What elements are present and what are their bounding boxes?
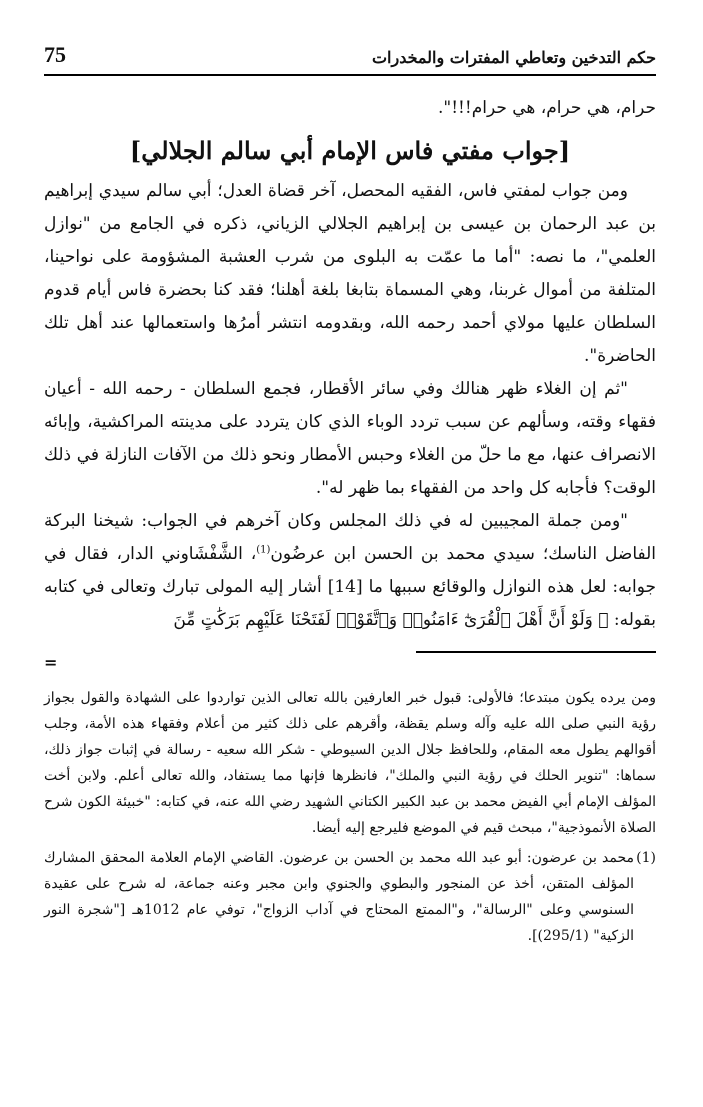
footnote-continuation-mark: = xyxy=(44,653,58,672)
paragraph-3-part-1: "ومن جملة المجيبين له في ذلك المجلس وكان آخرهم في الجواب: شيخنا البركة الفاضل الناسك؛ سيدي محمد بن الحسن ابن عرضُون xyxy=(44,511,656,564)
header-rule xyxy=(44,74,656,76)
footnotes xyxy=(44,685,656,949)
running-header xyxy=(44,40,656,74)
footnote-1-text: محمد بن عرضون: أبو عبد الله محمد بن الحسن بن عرضون. القاضي الإمام العلامة المحقق المشارك المؤلف المتقن، أخذ عن المنجور والبطوي والجنوي وابن مجبر وعنه جماعة، له شرح على عقيدة السنوسي وعلى "الرسالة"، و"الممتع المحتاج في آداب الزواج"، توفي عام 1012هـ ["شجرة النور الزكية" (295/1)]. xyxy=(44,850,634,944)
footnote-reference-1[interactable]: (1) xyxy=(256,544,271,556)
paragraph-3-part-2: ، الشَّفْشَاوني الدار، فقال في جوابه: لعل هذه النوازل والوقائع سببها ما [14] أشار إليه المولى تبارك وتعالى في كتابه بقوله: ﴿ وَلَوْ أَنَّ أَهْلَ ٱلْقُرَىٰٓ ءَامَنُوا۟ وَٱتَّقَوْا۟ لَفَتَحْنَا عَلَيْهِم بَرَكَٰتٍ مِّنَ xyxy=(44,544,656,630)
paragraph-2: "ثم إن الغلاء ظهر هنالك وفي سائر الأقطار، فجمع السلطان - رحمه الله - أعيان فقهاء وقته، وسألهم عن سبب تردد الوباء الذي كان يتردد على مدينته المراكشية، وإبائه الانصراف عنها، مع ما حلّ من الغلاء وحبس الأمطار ونحو ذلك من الآفات النازلة في ذلك الوقت؟ فأجابه كل واحد من الفقهاء بما ظهر له". xyxy=(44,379,656,498)
footnote-rule xyxy=(416,651,656,653)
running-title: حكم التدخين وتعاطي المفترات والمخدرات xyxy=(371,48,656,67)
page-number: 75 xyxy=(44,42,66,67)
book-page xyxy=(44,40,656,949)
main-text xyxy=(44,92,656,637)
footnote-1-number: (1) xyxy=(636,850,656,866)
paragraph-1: ومن جواب لمفتي فاس، الفقيه المحصل، آخر قضاة العدل؛ أبي سالم سيدي إبراهيم بن عبد الرحمان بن عيسى بن إبراهيم الجلالي الزياني، ذكره في الجامع من "نوازل العلمي"، ما نصه: "أما ما عمّت به البلوى من شرب العشبة المشؤومة على نواحينا، المتلفة من أموال غربنا، وهي المسماة بتابغا بلغة أهلنا؛ فقد كنا بحضرة فاس أيام قدوم السلطان عليها مولاي أحمد رحمه الله، وبقدومه انتشر أمرُها واستعمالها عند أهل تلك الحاضرة". xyxy=(44,181,656,366)
footnote-divider xyxy=(44,647,656,671)
footnote-1 xyxy=(44,845,656,949)
paragraph-3 xyxy=(44,505,656,637)
section-heading: [جواب مفتي فاس الإمام أبي سالم الجلالي] xyxy=(129,136,571,165)
opening-line: حرام، هي حرام، هي حرام!!!". xyxy=(438,98,656,118)
footnote-continued-text: ومن يرده يكون مبتدعا؛ فالأولى: قبول خبر العارفين بالله تعالى الذين تواردوا على الشهادة والقول بجواز رؤية النبي صلى الله عليه وآله وسلم يقظة، وأقرهم على ذلك كثير من أعلام وفقهاء هذه الأمة، وجلب أقوالهم يطول معه المقام، وللحافظ جلال الدين السيوطي - شكر الله سعيه - رسالة في إثبات جواز ذلك، سماها: "تنوير الحلك في رؤية النبي والملك"، فانظرها فإنها مما يستفاد، والله تعالى أعلم. ولابن أخت المؤلف الإمام أبي الفيض محمد بن عبد الكبير الكتاني الشهيد رضي الله عنه، في كتابه: "خبيئة الكون شرح الصلاة الأنموذجية"، مبحث قيم في الموضع فليرجع إليه أيضا. xyxy=(44,690,656,836)
